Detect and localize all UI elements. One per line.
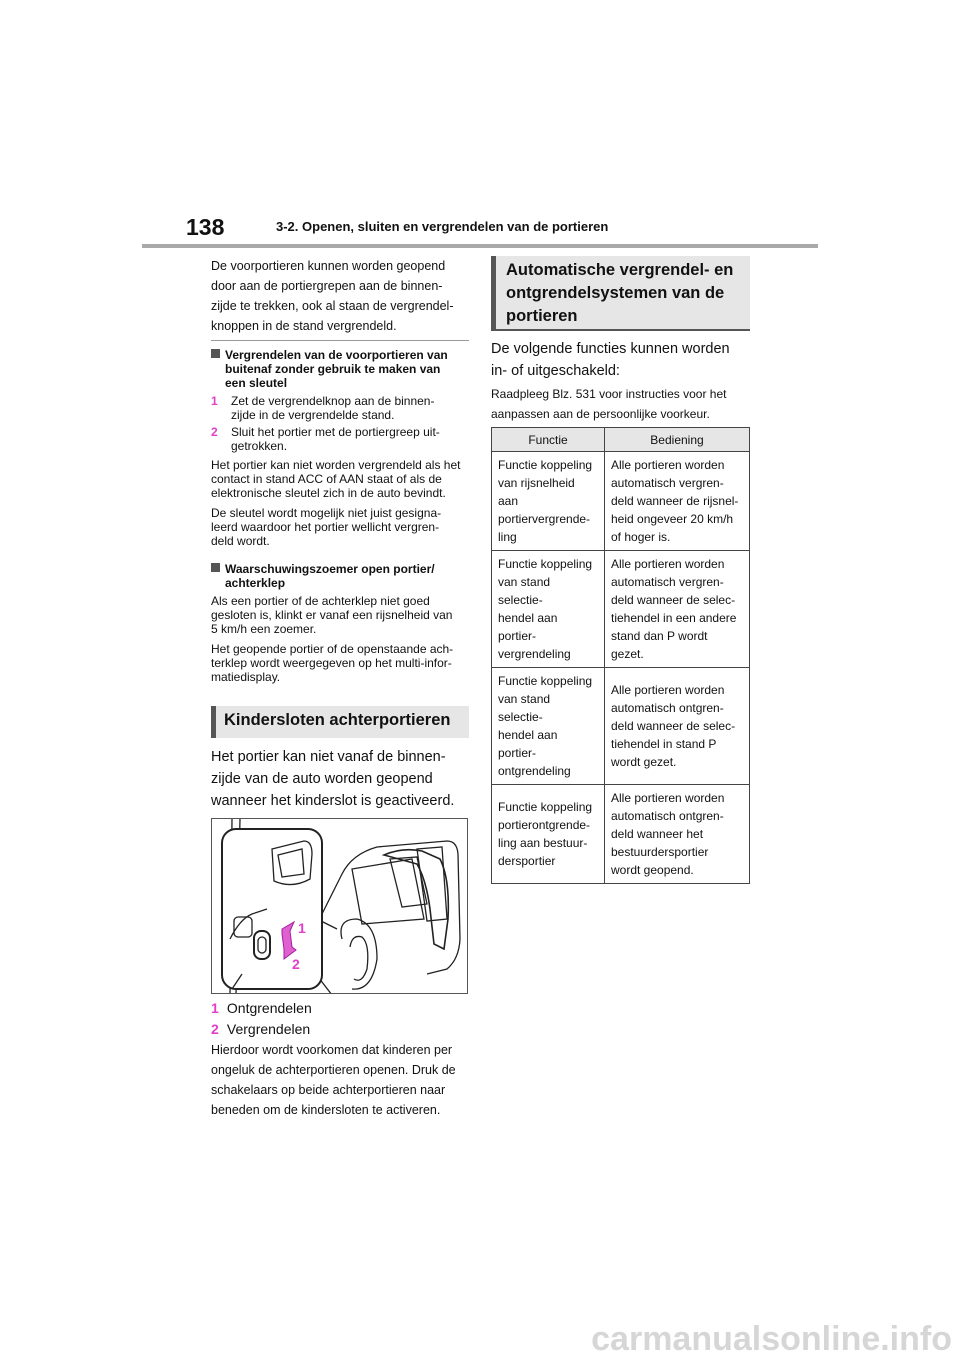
step-text: Sluit het portier met de portiergreep uit- getrokken. [231,425,440,453]
section-key-locking [211,348,469,548]
column-header: Bediening [605,428,750,452]
child-lock-illustration [211,818,468,994]
header-divider [142,244,818,248]
operation-cell: Alle portieren worden automatisch ontgren- deld wanneer het bestuurdersportier wordt geopend. [605,785,750,884]
section-banner-auto-lock: Automatische vergrendel- en ontgrendelsystemen van de portieren [491,256,750,331]
table-row [492,785,750,884]
column-header: Functie [492,428,605,452]
step-text: Zet de vergrendelknop aan de binnen- zijde in de vergrendelde stand. [231,394,435,422]
figure-label-2: 2 [292,956,300,972]
section-banner-child-locks: Kindersloten achterportieren [211,706,469,738]
intro-line: knoppen in de stand vergrendeld. [211,319,397,333]
square-bullet-icon [211,349,220,358]
function-cell: Functie koppeling van stand selectie- hendel aan portier- vergrendeling [492,551,605,668]
text-paragraph: Het geopende portier of de openstaande ach- terklep wordt weergegeven op het multi-infor- matiedisplay. [211,642,454,684]
operation-cell: Alle portieren worden automatisch vergren- deld wanneer de rijsnel- heid ongeveer 20 km/h of hoger is. [605,452,750,551]
section-divider [211,340,469,341]
step-item [211,394,469,422]
section-warning-buzzer [211,562,469,684]
section-heading: Waarschuwingszoemer open portier/ achterklep [211,562,469,590]
section-heading: Vergrendelen van de voorportieren van buitenaf zonder gebruik te maken van een sleutel [211,348,469,390]
intro-line: door aan de portiergrepen aan de binnen- [211,279,443,293]
table-row [492,452,750,551]
legend-item: 1 Ontgrendelen [211,1000,312,1016]
note-paragraph: Het portier kan niet worden vergrendeld als het contact in stand ACC of AAN staat of als de elektronische sleutel zich in de auto bevindt. [211,458,461,500]
car-door-drawing [212,819,468,994]
text-paragraph: Als een portier of de achterklep niet goed gesloten is, klinkt er vanaf een rijsnelheid van 5 km/h een zoemer. [211,594,453,636]
table-header-row [492,428,750,452]
site-watermark: carmanualsonline.info [591,1320,952,1358]
figure-label-1: 1 [298,920,306,936]
intro-paragraph [211,256,469,336]
step-item [211,425,469,453]
table-row [492,668,750,785]
operation-cell: Alle portieren worden automatisch vergren- deld wanneer de selec- tiehendel in een andere stand dan P wordt gezet. [605,551,750,668]
function-cell: Functie koppeling van rijsnelheid aan portiervergrende- ling [492,452,605,551]
step-number: 1 [211,394,218,408]
child-lock-intro: Het portier kan niet vanaf de binnen- zijde van de auto worden geopend wanneer het kinderslot is geactiveerd. [211,749,455,809]
auto-lock-intro: De volgende functies kunnen worden in- of uitgeschakeld: [491,341,730,379]
personalization-note: Raadpleeg Blz. 531 voor instructies voor het aanpassen aan de persoonlijke voorkeur. [491,387,727,421]
function-cell: Functie koppeling van stand selectie- hendel aan portier- ontgrendeling [492,668,605,785]
legend-item: 2 Vergrendelen [211,1021,311,1037]
function-cell: Functie koppeling portierontgrende- ling aan bestuur- dersportier [492,785,605,884]
chapter-title: 3-2. Openen, sluiten en vergrendelen van de portieren [276,219,609,234]
child-lock-outro: Hierdoor wordt voorkomen dat kinderen per ongeluk de achterportieren openen. Druk de schakelaars op beide achterportieren naar beneden om de kindersloten te activeren. [211,1043,456,1117]
step-number: 2 [211,425,218,439]
figure-legend [211,998,312,1040]
intro-line: De voorportieren kunnen worden geopend [211,259,446,273]
page-number: 138 [186,214,225,240]
table-row [492,551,750,668]
square-bullet-icon [211,563,220,572]
function-table [491,427,750,884]
intro-line: zijde te trekken, ook al staan de vergrendel- [211,299,454,313]
operation-cell: Alle portieren worden automatisch ontgren- deld wanneer de selec- tiehendel in stand P wordt gezet. [605,668,750,785]
note-paragraph: De sleutel wordt mogelijk niet juist gesigna- leerd waardoor het portier wellicht vergren- deld wordt. [211,506,442,548]
